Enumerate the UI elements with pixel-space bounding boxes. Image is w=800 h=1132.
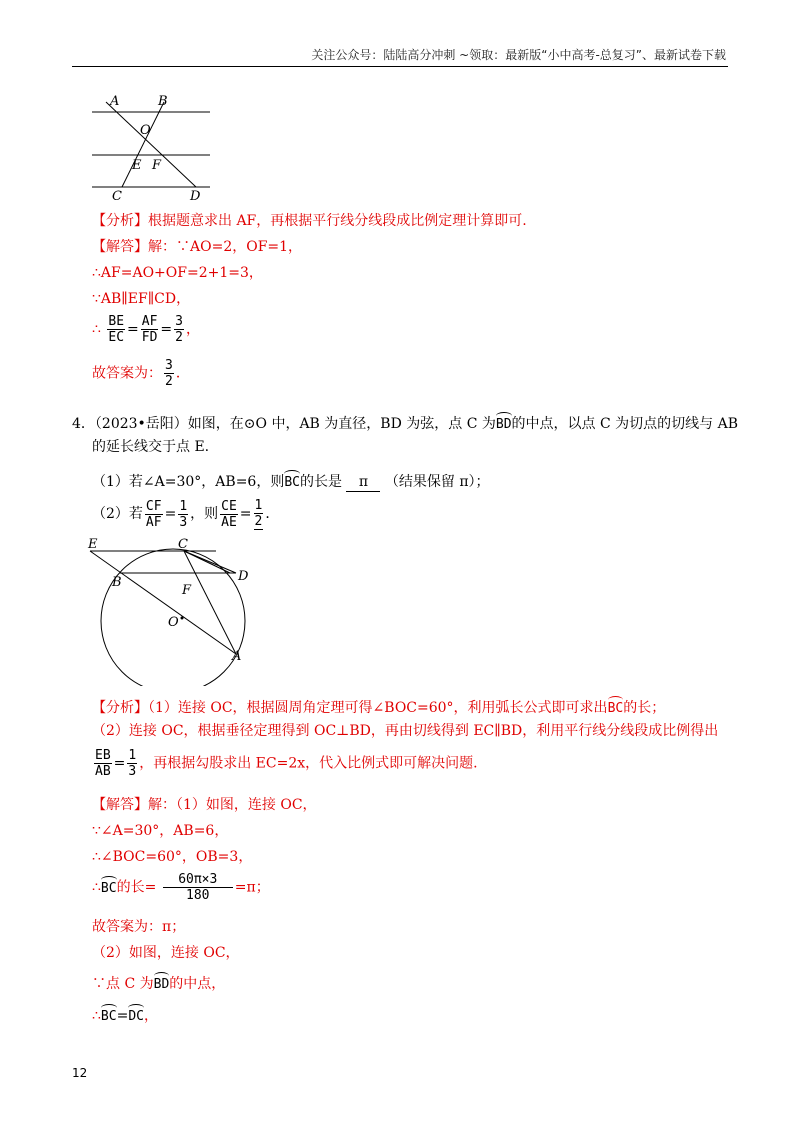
line-ea [90,551,236,654]
arc-dc: DC [128,1004,144,1026]
label-o: O [140,123,151,138]
figure-circle [84,536,264,686]
fraction-1-3: $\frac{1}{3}$ [128,748,137,779]
q3-analysis: 【分析】根据题意求出 AF，再根据平行线分线段成比例定理计算即可. [92,213,527,229]
equals: = [160,321,173,338]
stem-text: 4．（2023•岳阳）如图，在⊙O 中，AB 为直径，BD 为弦，点 C 为 [72,416,496,432]
equals: = [164,506,177,522]
q4-solution-2: ∵∠A=30°，AB=6， [92,823,229,839]
analysis-text: 【分析】（1）连接 OC，根据圆周角定理可得∠BOC=60°，利用弧长公式即可求出 [92,700,608,716]
part1-text: （结果保留 π）； [384,474,490,490]
chord-cd-2 [184,551,230,573]
part1-text: （1）若∠A=30°，AB=6，则 [92,474,285,490]
arc-bc: BC [101,1004,117,1026]
q4-solution-7 [92,972,225,994]
header-rule [72,66,728,67]
period: ． [265,506,280,522]
label-e: E [88,537,98,552]
q3-step4 [92,314,200,345]
q4-solution-3: ∴∠BOC=60°，OB=3， [92,849,253,865]
q3-solution-tag: 【解答】解： [92,239,176,255]
label-f: F [182,583,192,598]
q4-analysis-1 [92,696,665,718]
q4-part2 [92,498,279,530]
label-c: C [112,189,122,204]
fraction-ce-ae: $\frac{CE}{AE}$ [221,498,237,530]
q4-analysis-2: （2）连接 OC，根据垂径定理得到 OC⊥BD，再由切线得到 EC∥BD，利用平行线分线段成比例得出 [92,723,719,739]
analysis-text: 的长； [623,700,666,716]
page-header: 关注公众号：陆陆高分冲刺 ~领取：最新版“小中高考-总复习”、最新试卷下载 [311,48,726,62]
arc-bd: BD [154,972,170,994]
transversal-ad [106,102,196,187]
label-a: A [110,94,120,109]
q4-part1 [92,470,490,492]
label-o: O [168,615,179,630]
fraction-eb-ab: $\frac{EB}{AB}$ [95,748,111,779]
q4-solution-8 [92,1004,158,1026]
arc-bc: BC [101,876,117,898]
figure-parallel-lines [88,92,218,204]
solution-text: ∵点 C 为 [92,976,154,992]
chord-ca [184,551,236,654]
period: ． [175,365,190,382]
q3-solution-start [92,238,302,256]
comma: ， [143,1008,158,1024]
answer-blank-1: π [346,473,380,492]
fraction-cf-af: $\frac{CF}{AF}$ [145,498,162,530]
q4-analysis-3 [92,748,478,779]
label-b: B [158,94,168,109]
solution-text: =π； [234,879,270,896]
solution-text: 的中点， [169,976,226,992]
q4-stem-line2: 的延长线交于点 E. [92,439,210,455]
q4-solution-6: （2）如图，连接 OC， [92,945,240,961]
part1-text: 的长是 [300,474,342,490]
answer-prefix: 故答案为： [92,365,162,382]
answer-fraction: $\frac{3}{2}$ [165,358,173,389]
therefore-symbol: ∴ [92,1008,101,1024]
part2-text: （2）若 [92,506,143,522]
label-b: B [112,575,122,590]
arc-bc: BC [284,470,300,492]
q4-solution-5: 故答案为：π； [92,919,186,935]
comma: ， [185,321,200,338]
part2-text: ，则 [190,506,219,522]
q4-solution-1: 【解答】解：（1）如图，连接 OC， [92,797,317,813]
fraction-3-2: $\frac{3}{2}$ [175,314,183,345]
label-a: A [232,649,242,664]
therefore-symbol: ∴ [92,879,101,896]
therefore-symbol: ∴ [92,321,101,338]
label-e: E [132,158,142,173]
analysis-text: ，再根据勾股求出 EC=2x，代入比例式即可解决问题. [139,755,478,772]
q3-answer [92,358,190,389]
q3-step2: ∴AF=AO+OF=2+1=3， [92,265,263,281]
fraction-1-3: $\frac{1}{3}$ [179,498,188,530]
answer-blank-2: $\frac{1}{2}$ [254,498,263,529]
center-dot [181,617,184,620]
q4-stem-line1 [72,412,738,434]
arc-bc: BC [608,696,624,718]
page-number: 12 [72,1066,88,1080]
arc-bd: BD [496,412,512,434]
label-d: D [238,569,249,584]
label-f: F [152,158,162,173]
transversal-bc [122,102,164,187]
q3-step3: ∵AB∥EF∥CD， [92,291,191,307]
equals: = [239,506,252,522]
equals: = [113,755,126,772]
stem-text: 的中点，以点 C 为切点的切线与 AB [511,416,738,432]
equals: = [116,1008,129,1024]
fraction-be-ec: $\frac{BE}{EC}$ [108,314,125,345]
arc-length-fraction: $\frac{60\pi\times 3}{180}$ [163,872,233,903]
fraction-af-fd: $\frac{AF}{FD}$ [141,314,158,345]
solution-text: 的长= [116,879,157,896]
label-d: D [190,189,201,204]
equals: = [127,321,139,338]
q4-solution-4 [92,872,270,903]
label-c: C [178,537,188,552]
q3-given: ∵AO=2，OF=1， [176,239,303,255]
